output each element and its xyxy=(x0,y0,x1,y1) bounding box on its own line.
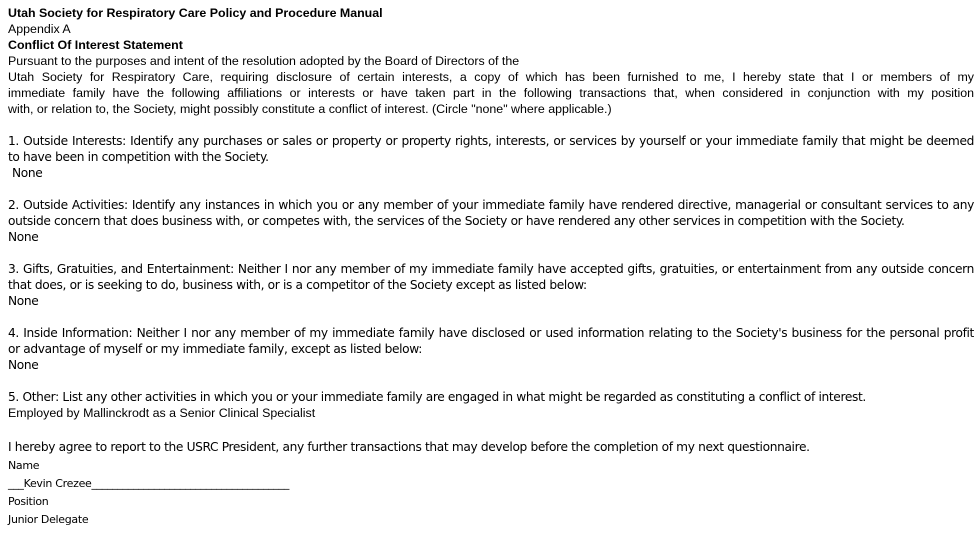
signature-block xyxy=(8,457,974,529)
intro-line-2: Utah Society for Respiratory Care, requiring disclosure of certain interests, a copy of which has been furnished to me, I hereby state that I or members of my xyxy=(8,70,974,84)
section-text-line: 3. Gifts, Gratuities, and Entertainment: Neither I nor any member of my immediate family have accepted gifts, gratuities, or entertainment from any outside concern xyxy=(8,262,974,276)
section-answer: None xyxy=(8,358,39,372)
section-answer: Employed by Mallinckrodt as a Senior Clinical Specialist xyxy=(8,406,316,420)
agreement-statement: I hereby agree to report to the USRC President, any further transactions that may develop before the completion of my next questionnaire. xyxy=(8,440,810,454)
intro-line-3: immediate family have the following affiliations or interests or have taken part in the following transactions that, when considered in conjunction with my position xyxy=(8,86,974,100)
manual-title: Utah Society for Respiratory Care Policy and Procedure Manual xyxy=(8,6,383,20)
name-value: ___Kevin Crezee______________________________________ xyxy=(8,477,290,490)
section-other xyxy=(8,389,974,421)
conflict-of-interest-document xyxy=(8,5,974,529)
section-gifts-gratuities xyxy=(8,261,974,309)
position-value: Junior Delegate xyxy=(8,513,89,526)
section-text-line: or advantage of myself or my immediate family, except as listed below: xyxy=(8,342,422,356)
section-inside-information xyxy=(8,325,974,373)
appendix-label: Appendix A xyxy=(8,22,71,36)
section-text-line: that does, or is seeking to do, business with, or is a competitor of the Society except as listed below: xyxy=(8,278,587,292)
position-label: Position xyxy=(8,495,49,508)
section-answer: None xyxy=(8,294,39,308)
section-outside-interests xyxy=(8,133,974,181)
intro-line-1: Pursuant to the purposes and intent of the resolution adopted by the Board of Directors of the xyxy=(8,54,520,68)
statement-title: Conflict Of Interest Statement xyxy=(8,38,183,52)
section-text-line: 5. Other: List any other activities in which you or your immediate family are engaged in what might be regarded as constituting a conflict of interest. xyxy=(8,390,866,404)
section-outside-activities xyxy=(8,197,974,245)
section-text-line: 2. Outside Activities: Identify any instances in which you or any member of your immediate family have rendered directive, managerial or consultant services to any xyxy=(8,198,974,212)
section-text-line: 1. Outside Interests: Identify any purchases or sales or property or property rights, interests, or services by yourself or your immediate family that might be deemed xyxy=(8,134,974,148)
section-text-line: outside concern that does business with, or competes with, the services of the Society or have rendered any other services in competition with the Society. xyxy=(8,214,905,228)
section-text-line: 4. Inside Information: Neither I nor any member of my immediate family have disclosed or used information relating to the Society's business for the personal profit xyxy=(8,326,974,340)
name-label: Name xyxy=(8,459,40,472)
section-answer: None xyxy=(12,166,43,180)
section-answer: None xyxy=(8,230,39,244)
section-text-line: to have been in competition with the Society. xyxy=(8,150,269,164)
intro-line-4: with, or relation to, the Society, might possibly constitute a conflict of interest. (Circle "none" where applicable.) xyxy=(8,102,612,116)
